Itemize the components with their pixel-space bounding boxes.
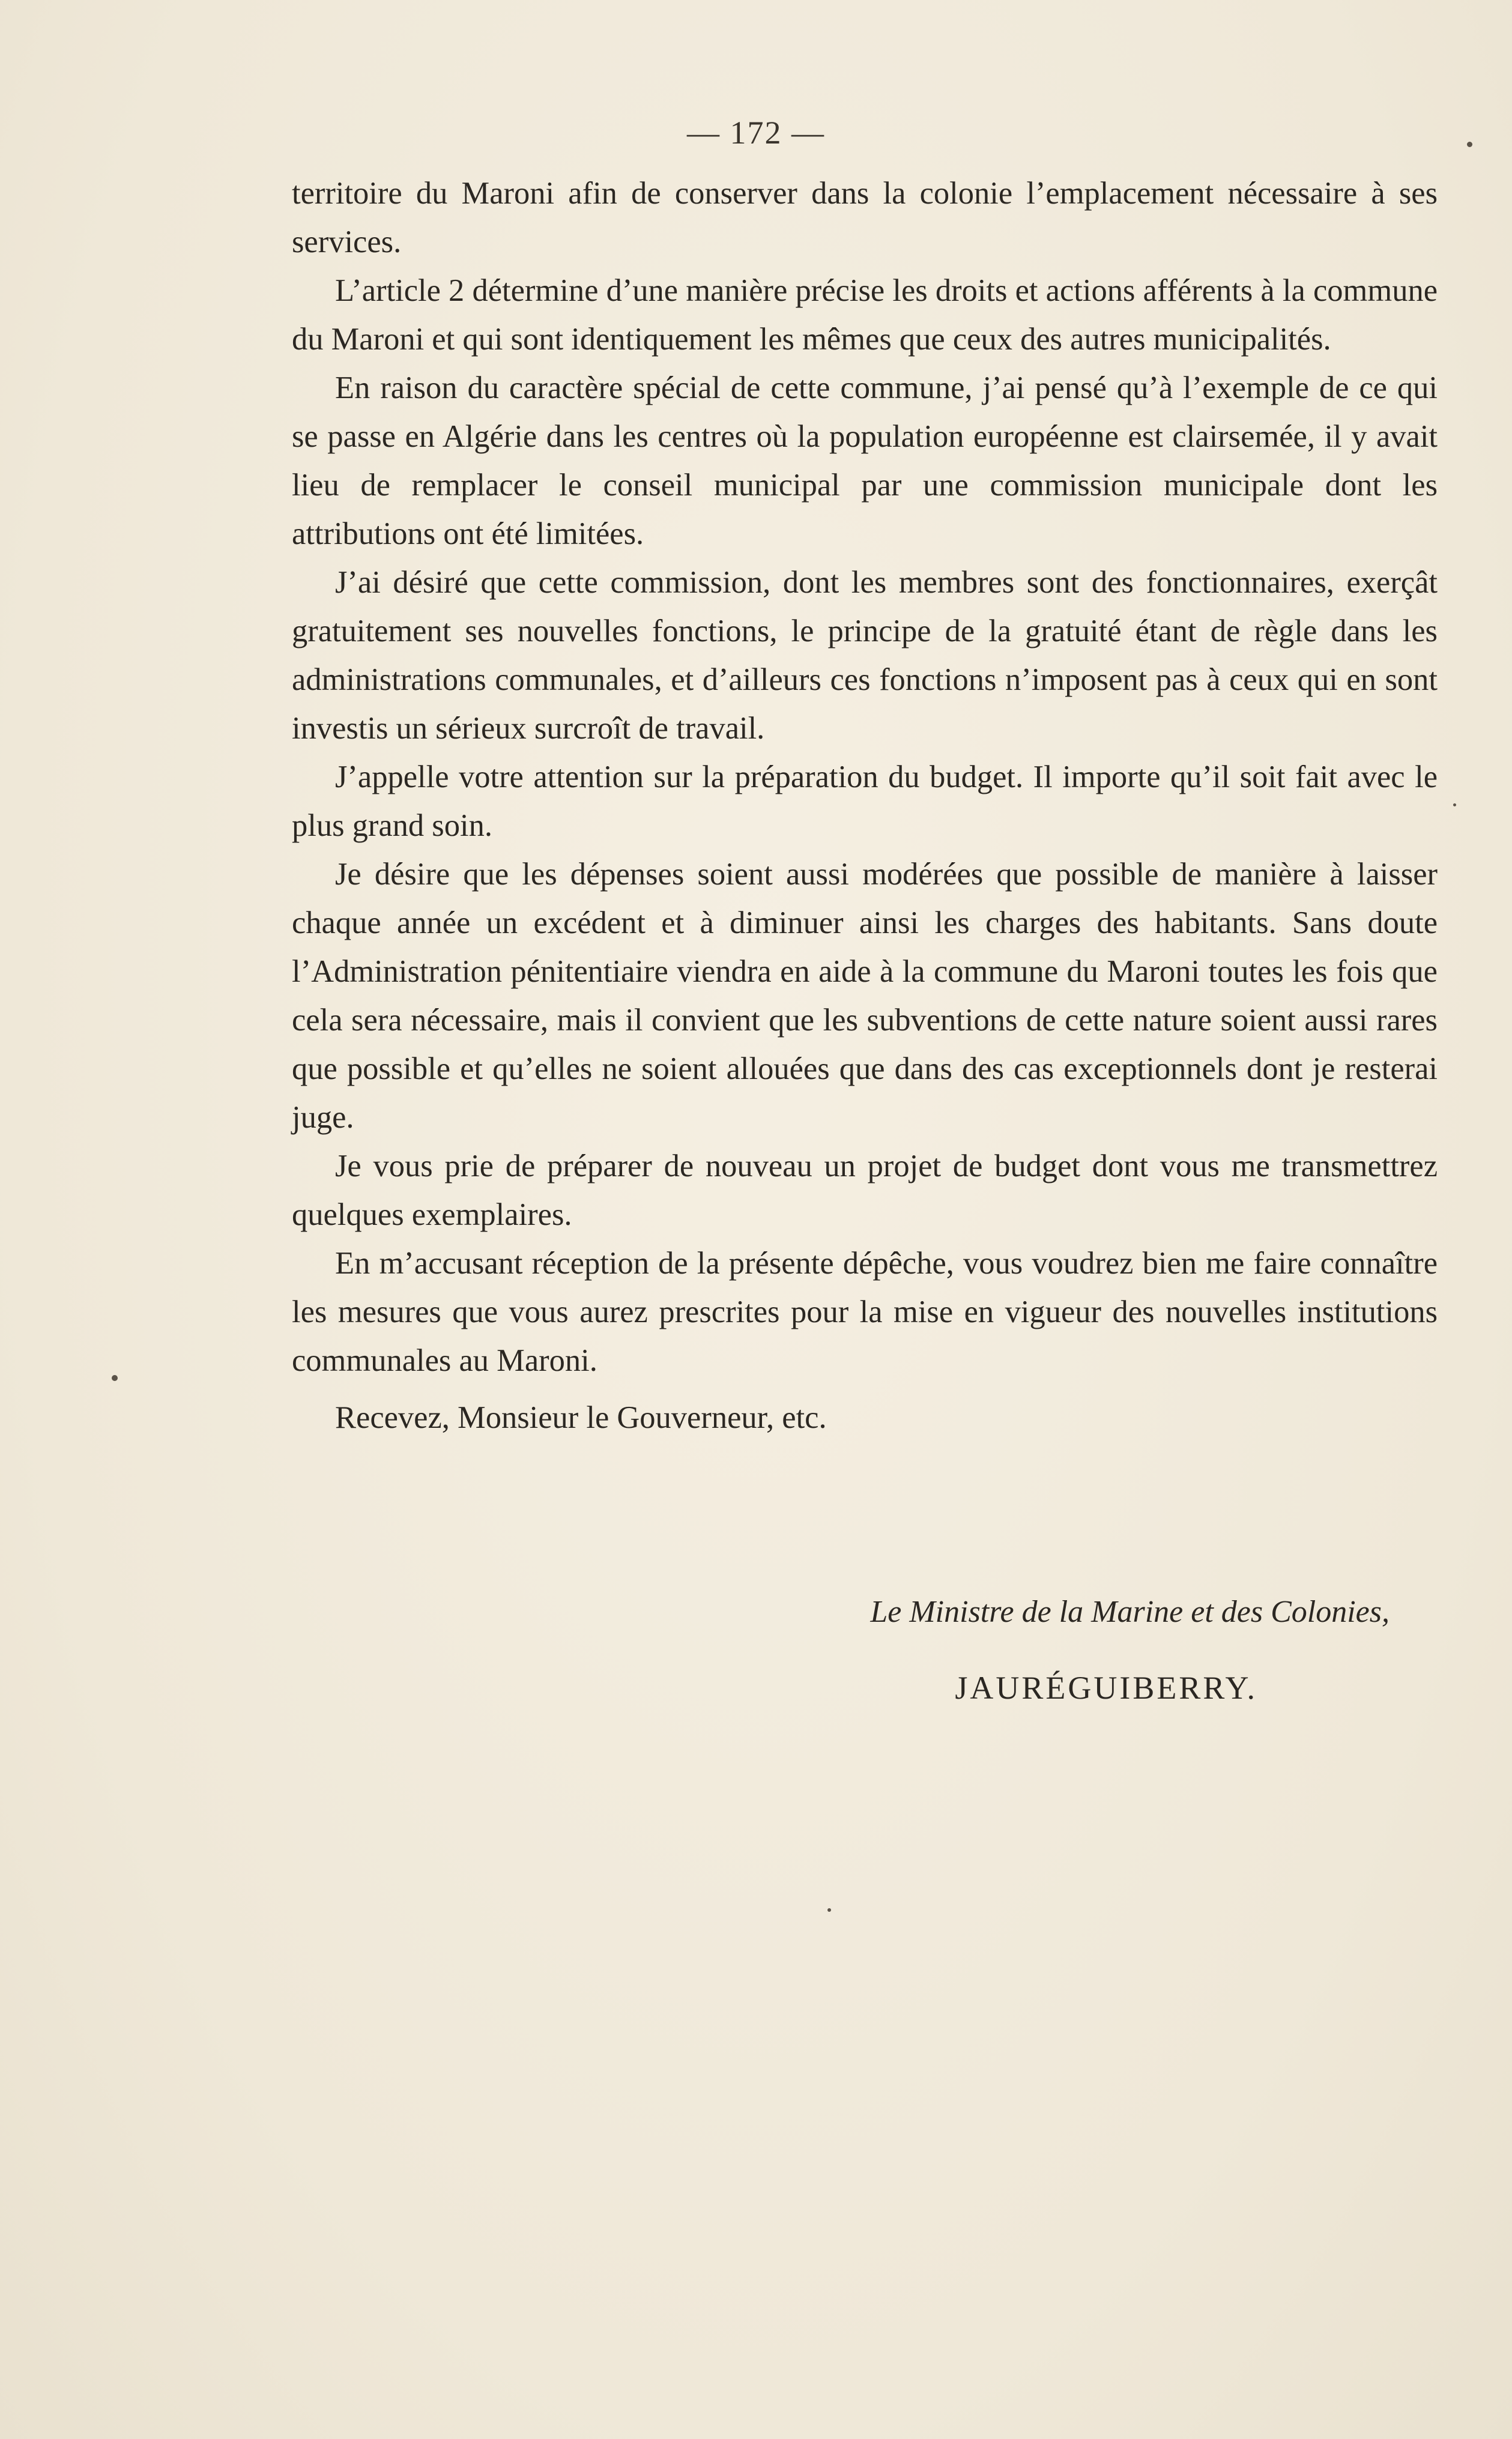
paper-speck: [112, 1375, 118, 1381]
paper-speck: [1453, 803, 1456, 806]
paragraph-7: Je vous prie de préparer de nouveau un projet de budget dont vous me transmettrez quelques exemplaires.: [292, 1149, 1438, 1232]
paragraph-5: J’appelle votre attention sur la préparation du budget. Il importe qu’il soit fait avec le plus grand soin.: [292, 760, 1438, 843]
paragraph-6: Je désire que les dépenses soient aussi modérées que possible de manière à laisser chaque année un excédent et à diminuer ainsi les charges des habitants. Sans doute l’Administration pénitentiaire viendra en aide à la commune du Maroni toutes les fois que cela sera nécessaire, mais il convient que les subventions de cette nature soient aussi rares que possible et qu’elles ne soient allouées que dans des cas exceptionnels dont je resterai juge.: [292, 857, 1438, 1135]
paragraph-4: J’ai désiré que cette commission, dont les membres sont des fonctionnaires, exerçât gratuitement ses nouvelles fonctions, le principe de la gratuité étant de règle dans les administrations communales, et d’ailleurs ces fonctions n’imposent pas à ceux qui en sont investis un sérieux surcroît de travail.: [292, 565, 1438, 746]
body-text: [292, 169, 1438, 1442]
paragraph-2: L’article 2 détermine d’une manière précise les droits et actions afférents à la commune du Maroni et qui sont identiquement les mêmes que ceux des autres municipalités.: [292, 273, 1438, 357]
signatory-name: JAURÉGUIBERRY.: [955, 1670, 1257, 1706]
paper-speck: [1467, 142, 1472, 147]
page-number: — 172 —: [687, 115, 825, 151]
paper-speck: [827, 1908, 831, 1912]
paragraph-3: En raison du caractère spécial de cette commune, j’ai pensé qu’à l’exemple de ce qui se passe en Algérie dans les centres où la population européenne est clairsemée, il y avait lieu de remplacer le conseil municipal par une commission municipale dont les attributions ont été limitées.: [292, 370, 1438, 551]
closing-formula: Recevez, Monsieur le Gouverneur, etc.: [335, 1400, 827, 1435]
signatory-title: Le Ministre de la Marine et des Colonies,: [870, 1595, 1390, 1629]
paragraph-1: territoire du Maroni afin de conserver dans la colonie l’emplacement nécessaire à ses services.: [292, 176, 1438, 259]
paragraph-8: En m’accusant réception de la présente dépêche, vous voudrez bien me faire connaître les mesures que vous aurez prescrites pour la mise en vigueur des nouvelles institutions communales au Maroni.: [292, 1246, 1438, 1378]
